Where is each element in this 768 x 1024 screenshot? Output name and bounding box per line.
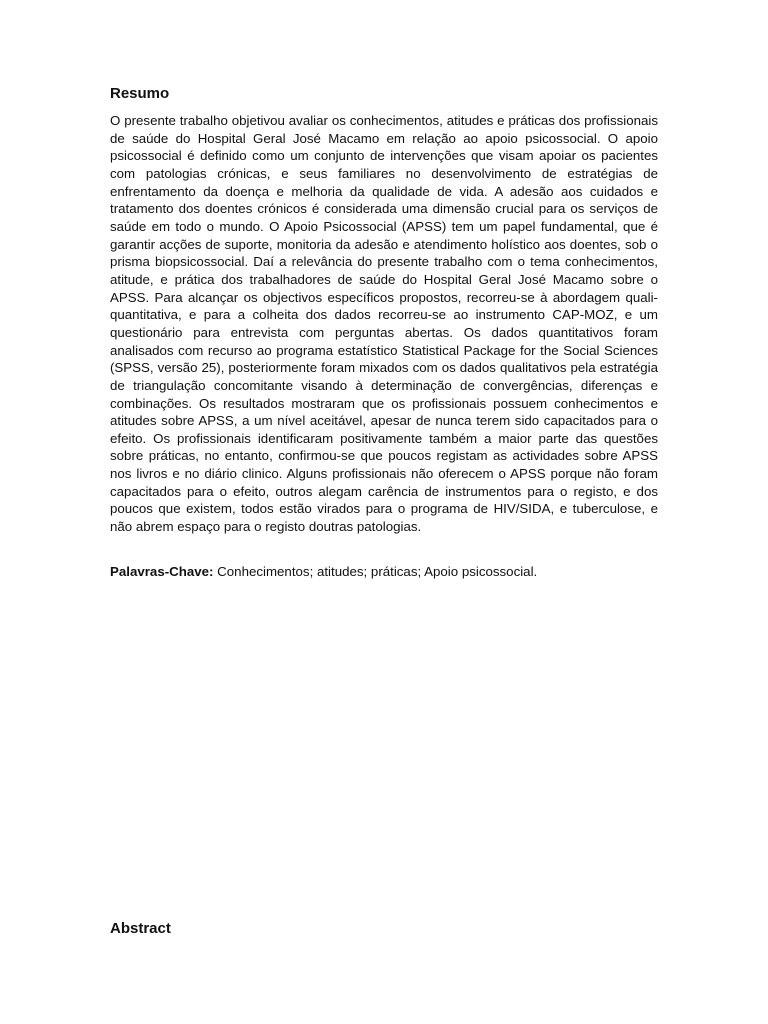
keywords-label: Palavras-Chave: [110, 564, 214, 579]
keywords-text: Conhecimentos; atitudes; práticas; Apoio psicossocial. [213, 564, 538, 579]
keywords-line [110, 563, 658, 581]
resumo-body: O presente trabalho objetivou avaliar os conhecimentos, atitudes e práticas dos profissionais de saúde do Hospital Geral José Macamo em relação ao apoio psicossocial. O apoio psicossocial é definido como um conjunto de intervenções que visam apoiar os pacientes com patologias crónicas, e seus familiares no desenvolvimento de estratégias de enfrentamento da doença e melhoria da qualidade de vida. A adesão aos cuidados e tratamento dos doentes crónicos é considerada uma dimensão crucial para os serviços de saúde em todo o mundo. O Apoio Psicossocial (APSS) tem um papel fundamental, que é garantir acções de suporte, monitoria da adesão e atendimento holístico aos doentes, sob o prisma biopsicossocial. Daí a relevância do presente trabalho com o tema conhecimentos, atitude, e prática dos trabalhadores de saúde do Hospital Geral José Macamo sobre o APSS. Para alcançar os objectivos específicos propostos, recorreu-se à abordagem quali-quantitativa, e para a colheita dos dados recorreu-se ao instrumento CAP-MOZ, e um questionário para entrevista com perguntas abertas. Os dados quantitativos foram analisados com recurso ao programa estatístico Statistical Package for the Social Sciences (SPSS, versão 25), posteriormente foram mixados com os dados qualitativos pela estratégia de triangulação concomitante visando à determinação de convergências, diferenças e combinações. Os resultados mostraram que os profissionais possuem conhecimentos e atitudes sobre APSS, a um nível aceitável, apesar de nunca terem sido capacitados para o efeito. Os profissionais identificaram positivamente também a maior parte das questões sobre práticas, no entanto, confirmou-se que poucos registam as actividades sobre APSS nos livros e no diário clinico. Alguns profissionais não oferecem o APSS porque não foram capacitados para o efeito, outros alegam carência de instrumentos para o registo, e dos poucos que existem, todos estão virados para o programa de HIV/SIDA, e tuberculose, e não abrem espaço para o registo doutras patologias. [110, 113, 658, 535]
abstract-heading: Abstract [110, 920, 171, 937]
resumo-heading: Resumo [110, 85, 170, 102]
